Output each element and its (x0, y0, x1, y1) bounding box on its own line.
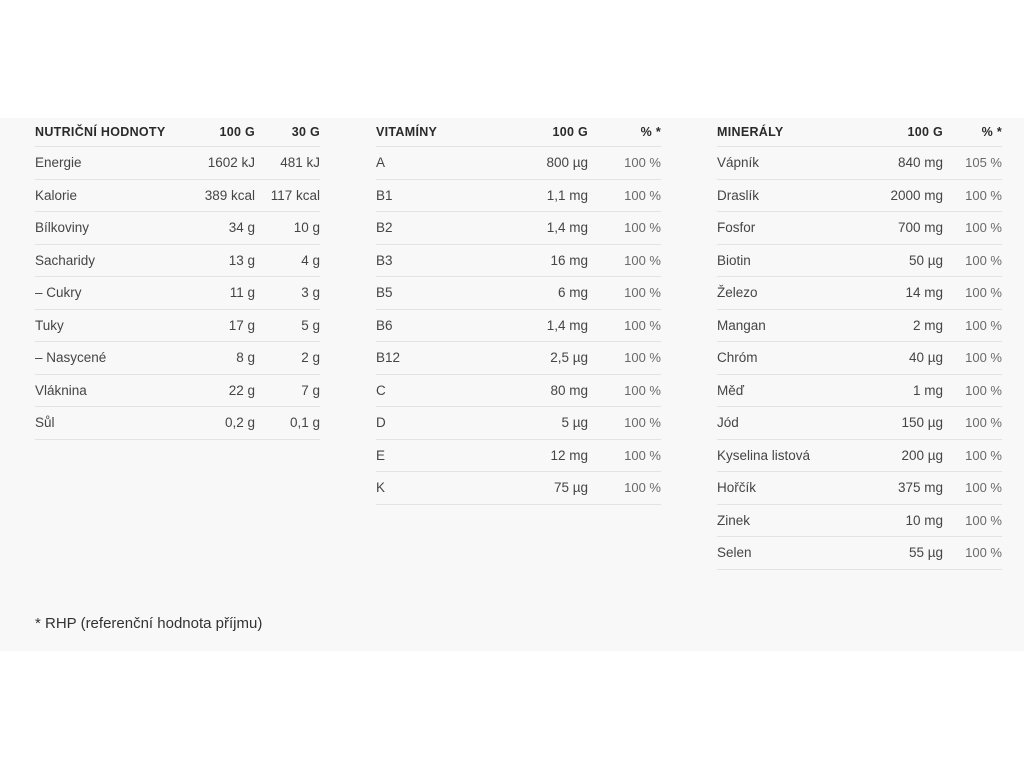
row-value-30g: 3 g (255, 277, 320, 310)
row-value-100g: 2,5 µg (526, 342, 588, 375)
table-row (717, 439, 1002, 472)
vitamins-header-100g: 100 G (526, 118, 588, 147)
table-row (376, 407, 661, 440)
row-value-100g: 75 µg (526, 472, 588, 505)
row-value-100g: 150 µg (867, 407, 943, 440)
row-label: B3 (376, 244, 526, 277)
minerals-table (717, 118, 1002, 570)
row-label: Jód (717, 407, 867, 440)
row-value-30g: 7 g (255, 374, 320, 407)
row-value-pct: 100 % (943, 537, 1002, 570)
table-row (376, 277, 661, 310)
row-value-100g: 34 g (195, 212, 255, 245)
row-value-pct: 100 % (943, 309, 1002, 342)
row-value-100g: 2000 mg (867, 179, 943, 212)
table-row (717, 277, 1002, 310)
row-value-100g: 40 µg (867, 342, 943, 375)
table-row (376, 179, 661, 212)
row-label: D (376, 407, 526, 440)
row-value-100g: 22 g (195, 374, 255, 407)
row-value-100g: 6 mg (526, 277, 588, 310)
row-value-pct: 100 % (943, 472, 1002, 505)
table-row (376, 342, 661, 375)
row-label: Draslík (717, 179, 867, 212)
row-value-100g: 1602 kJ (195, 147, 255, 180)
row-value-30g: 4 g (255, 244, 320, 277)
table-row (717, 537, 1002, 570)
table-row (717, 179, 1002, 212)
row-label: Bílkoviny (35, 212, 195, 245)
row-label: Hořčík (717, 472, 867, 505)
row-value-100g: 0,2 g (195, 407, 255, 440)
row-value-100g: 1,4 mg (526, 309, 588, 342)
row-label: Měď (717, 374, 867, 407)
table-row (717, 472, 1002, 505)
row-value-pct: 100 % (588, 407, 661, 440)
row-value-100g: 13 g (195, 244, 255, 277)
vitamins-header-row (376, 118, 661, 147)
row-value-pct: 100 % (588, 472, 661, 505)
row-label: C (376, 374, 526, 407)
row-value-100g: 80 mg (526, 374, 588, 407)
row-value-100g: 55 µg (867, 537, 943, 570)
vitamins-header-name: VITAMÍNY (376, 118, 526, 147)
row-value-100g: 1,4 mg (526, 212, 588, 245)
row-value-pct: 100 % (588, 309, 661, 342)
table-row (35, 147, 320, 180)
vitamins-table (376, 118, 661, 505)
row-label: Biotin (717, 244, 867, 277)
row-label: B1 (376, 179, 526, 212)
row-value-100g: 12 mg (526, 439, 588, 472)
row-value-30g: 117 kcal (255, 179, 320, 212)
row-value-pct: 100 % (943, 244, 1002, 277)
row-value-30g: 5 g (255, 309, 320, 342)
row-value-pct: 100 % (943, 179, 1002, 212)
table-row (35, 179, 320, 212)
row-value-pct: 100 % (943, 374, 1002, 407)
row-value-30g: 481 kJ (255, 147, 320, 180)
row-value-100g: 840 mg (867, 147, 943, 180)
minerals-header-name: MINERÁLY (717, 118, 867, 147)
rhp-footnote: * RHP (referenční hodnota příjmu) (35, 615, 263, 632)
row-value-100g: 700 mg (867, 212, 943, 245)
table-row (717, 374, 1002, 407)
table-row (35, 342, 320, 375)
row-label: Zinek (717, 504, 867, 537)
row-label: K (376, 472, 526, 505)
row-value-100g: 8 g (195, 342, 255, 375)
row-label: B2 (376, 212, 526, 245)
row-value-pct: 100 % (588, 439, 661, 472)
table-row (717, 147, 1002, 180)
row-value-100g: 375 mg (867, 472, 943, 505)
row-value-100g: 10 mg (867, 504, 943, 537)
table-row (717, 244, 1002, 277)
row-value-100g: 5 µg (526, 407, 588, 440)
row-label: A (376, 147, 526, 180)
table-row (376, 374, 661, 407)
nutrition-header-100g: 100 G (195, 118, 255, 147)
row-value-pct: 105 % (943, 147, 1002, 180)
row-value-pct: 100 % (588, 147, 661, 180)
row-label: Fosfor (717, 212, 867, 245)
row-label: Chróm (717, 342, 867, 375)
row-value-pct: 100 % (588, 212, 661, 245)
row-label: B6 (376, 309, 526, 342)
row-value-100g: 17 g (195, 309, 255, 342)
table-row (376, 244, 661, 277)
row-label: – Cukry (35, 277, 195, 310)
row-label: B12 (376, 342, 526, 375)
row-label: Energie (35, 147, 195, 180)
table-row (35, 277, 320, 310)
table-row (717, 309, 1002, 342)
row-value-pct: 100 % (588, 277, 661, 310)
row-label: Kalorie (35, 179, 195, 212)
row-value-pct: 100 % (588, 374, 661, 407)
row-value-pct: 100 % (943, 342, 1002, 375)
vitamins-header-pct: % * (588, 118, 661, 147)
row-value-pct: 100 % (588, 342, 661, 375)
table-row (35, 244, 320, 277)
row-value-pct: 100 % (943, 407, 1002, 440)
row-value-100g: 2 mg (867, 309, 943, 342)
table-row (717, 407, 1002, 440)
table-row (717, 212, 1002, 245)
row-value-100g: 14 mg (867, 277, 943, 310)
row-value-pct: 100 % (943, 277, 1002, 310)
row-value-100g: 800 µg (526, 147, 588, 180)
table-row (717, 342, 1002, 375)
row-label: Sůl (35, 407, 195, 440)
minerals-header-pct: % * (943, 118, 1002, 147)
table-row (717, 504, 1002, 537)
table-row (376, 147, 661, 180)
row-label: – Nasycené (35, 342, 195, 375)
table-row (35, 212, 320, 245)
row-label: Železo (717, 277, 867, 310)
table-row (35, 374, 320, 407)
row-value-100g: 200 µg (867, 439, 943, 472)
nutrition-table (35, 118, 320, 440)
table-row (376, 212, 661, 245)
row-label: B5 (376, 277, 526, 310)
nutrition-header-30g: 30 G (255, 118, 320, 147)
row-value-30g: 2 g (255, 342, 320, 375)
row-value-100g: 11 g (195, 277, 255, 310)
table-row (35, 407, 320, 440)
table-row (35, 309, 320, 342)
row-label: Kyselina listová (717, 439, 867, 472)
nutrition-header-row (35, 118, 320, 147)
row-label: Vápník (717, 147, 867, 180)
row-label: Vláknina (35, 374, 195, 407)
nutrition-panel (0, 118, 1024, 651)
row-value-100g: 1,1 mg (526, 179, 588, 212)
minerals-header-row (717, 118, 1002, 147)
table-row (376, 439, 661, 472)
row-label: Tuky (35, 309, 195, 342)
row-label: Selen (717, 537, 867, 570)
row-value-100g: 16 mg (526, 244, 588, 277)
table-row (376, 472, 661, 505)
row-value-30g: 0,1 g (255, 407, 320, 440)
row-value-pct: 100 % (943, 439, 1002, 472)
row-value-100g: 50 µg (867, 244, 943, 277)
row-value-pct: 100 % (588, 179, 661, 212)
row-value-30g: 10 g (255, 212, 320, 245)
row-value-100g: 1 mg (867, 374, 943, 407)
row-value-pct: 100 % (943, 212, 1002, 245)
row-value-100g: 389 kcal (195, 179, 255, 212)
row-value-pct: 100 % (943, 504, 1002, 537)
row-label: Mangan (717, 309, 867, 342)
table-row (376, 309, 661, 342)
row-value-pct: 100 % (588, 244, 661, 277)
nutrition-header-name: NUTRIČNÍ HODNOTY (35, 118, 195, 147)
row-label: Sacharidy (35, 244, 195, 277)
row-label: E (376, 439, 526, 472)
minerals-header-100g: 100 G (867, 118, 943, 147)
